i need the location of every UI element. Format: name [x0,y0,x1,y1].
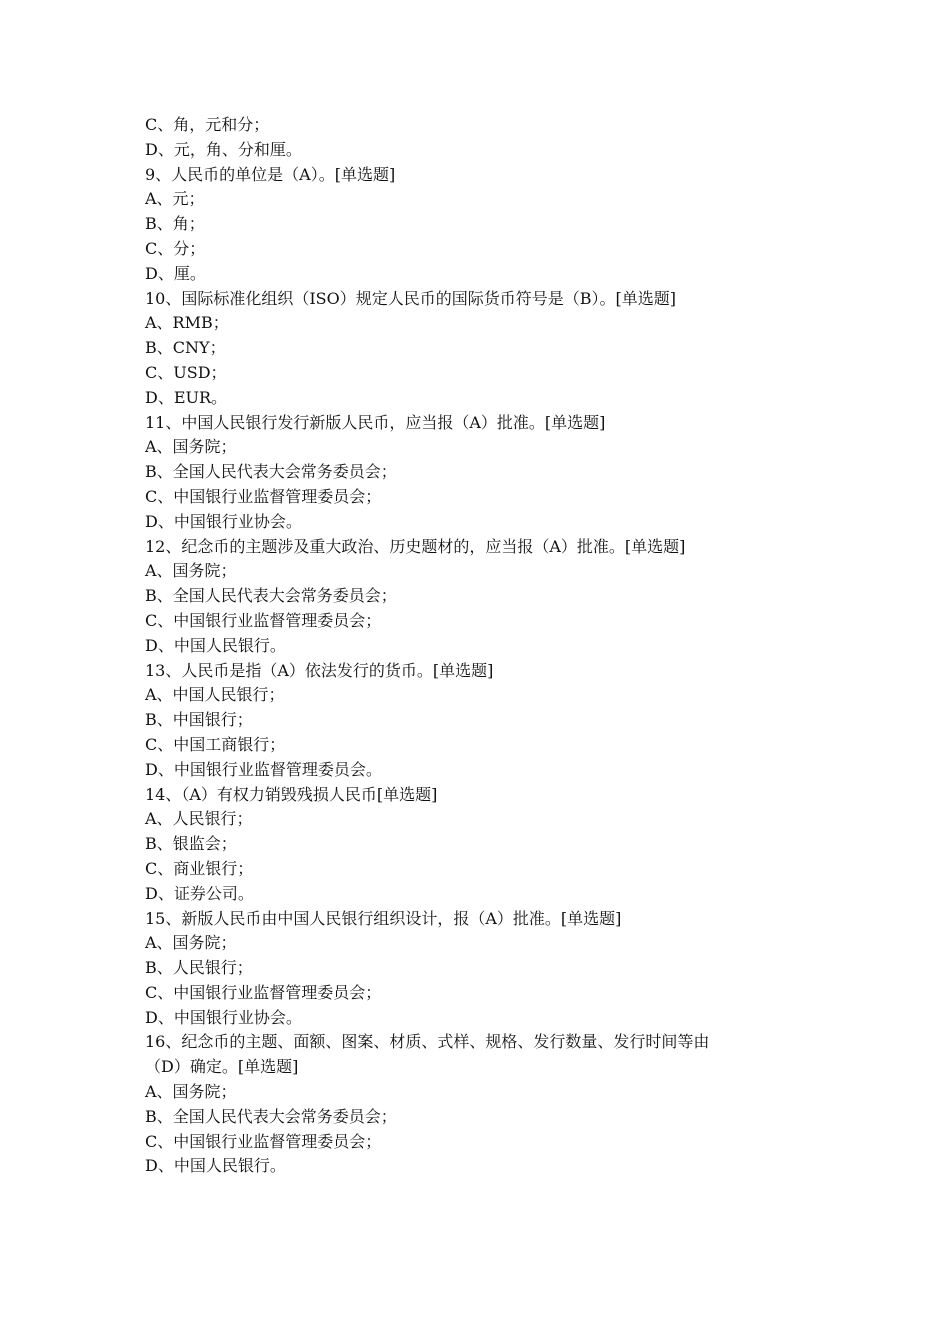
option-line: B、中国银行； [145,710,253,730]
option-line: A、国务院； [145,933,237,953]
option-line: A、国务院； [145,437,237,457]
option-line: B、CNY； [145,338,226,358]
option-line: C、分； [145,238,206,258]
option-line: C、中国银行业监督管理委员会； [145,1131,382,1151]
question-line: 13、人民币是指（A）依法发行的货币。[单选题] [145,660,494,680]
option-line: D、中国人民银行。 [145,635,286,655]
option-line: C、中国工商银行； [145,734,286,754]
option-line: B、全国人民代表大会常务委员会； [145,586,397,606]
question-line: 16、纪念币的主题、面额、图案、材质、式样、规格、发行数量、发行时间等由 [145,1032,710,1052]
option-line: B、角； [145,214,205,234]
option-line: C、角，元和分； [145,115,270,134]
question-line: 12、纪念币的主题涉及重大政治、历史题材的，应当报（A）批准。[单选题] [145,536,686,556]
option-line: D、中国银行业协会。 [145,1007,302,1027]
option-line: A、人民银行； [145,809,253,829]
option-line: A、国务院； [145,561,237,581]
option-line: B、全国人民代表大会常务委员会； [145,462,397,482]
option-line: A、RMB； [145,313,229,333]
option-line: C、中国银行业监督管理委员会； [145,486,382,506]
option-line: A、中国人民银行； [145,685,285,705]
option-line: C、USD； [145,362,227,382]
option-line: B、全国人民代表大会常务委员会； [145,1106,397,1126]
option-line: B、银监会； [145,834,237,854]
option-line: D、元，角、分和厘。 [145,139,302,159]
question-line: 15、新版人民币由中国人民银行组织设计，报（A）批准。[单选题] [145,908,622,928]
option-line: D、中国银行业监督管理委员会。 [145,759,382,779]
option-line: D、证券公司。 [145,883,254,903]
option-line: C、商业银行； [145,858,254,878]
option-line: C、中国银行业监督管理委员会； [145,982,382,1002]
option-line: D、中国人民银行。 [145,1156,286,1176]
question-line: 10、国际标准化组织（ISO）规定人民币的国际货币符号是（B）。[单选题] [145,288,677,308]
option-line: A、元； [145,189,205,209]
question-line: 14、（A）有权力销毁残损人民币[单选题] [145,784,438,804]
option-line: A、国务院； [145,1082,237,1102]
option-line: D、EUR。 [145,387,228,407]
document-page [145,113,825,1179]
question-line: 9、人民币的单位是（A）。[单选题] [145,164,396,184]
option-line: C、中国银行业监督管理委员会； [145,610,382,630]
option-line: D、厘。 [145,263,206,283]
question-line-continued: （D）确定。[单选题] [145,1057,299,1077]
option-line: D、中国银行业协会。 [145,511,302,531]
question-line: 11、中国人民银行发行新版人民币，应当报（A）批准。[单选题] [145,412,606,432]
option-line: B、人民银行； [145,958,253,978]
